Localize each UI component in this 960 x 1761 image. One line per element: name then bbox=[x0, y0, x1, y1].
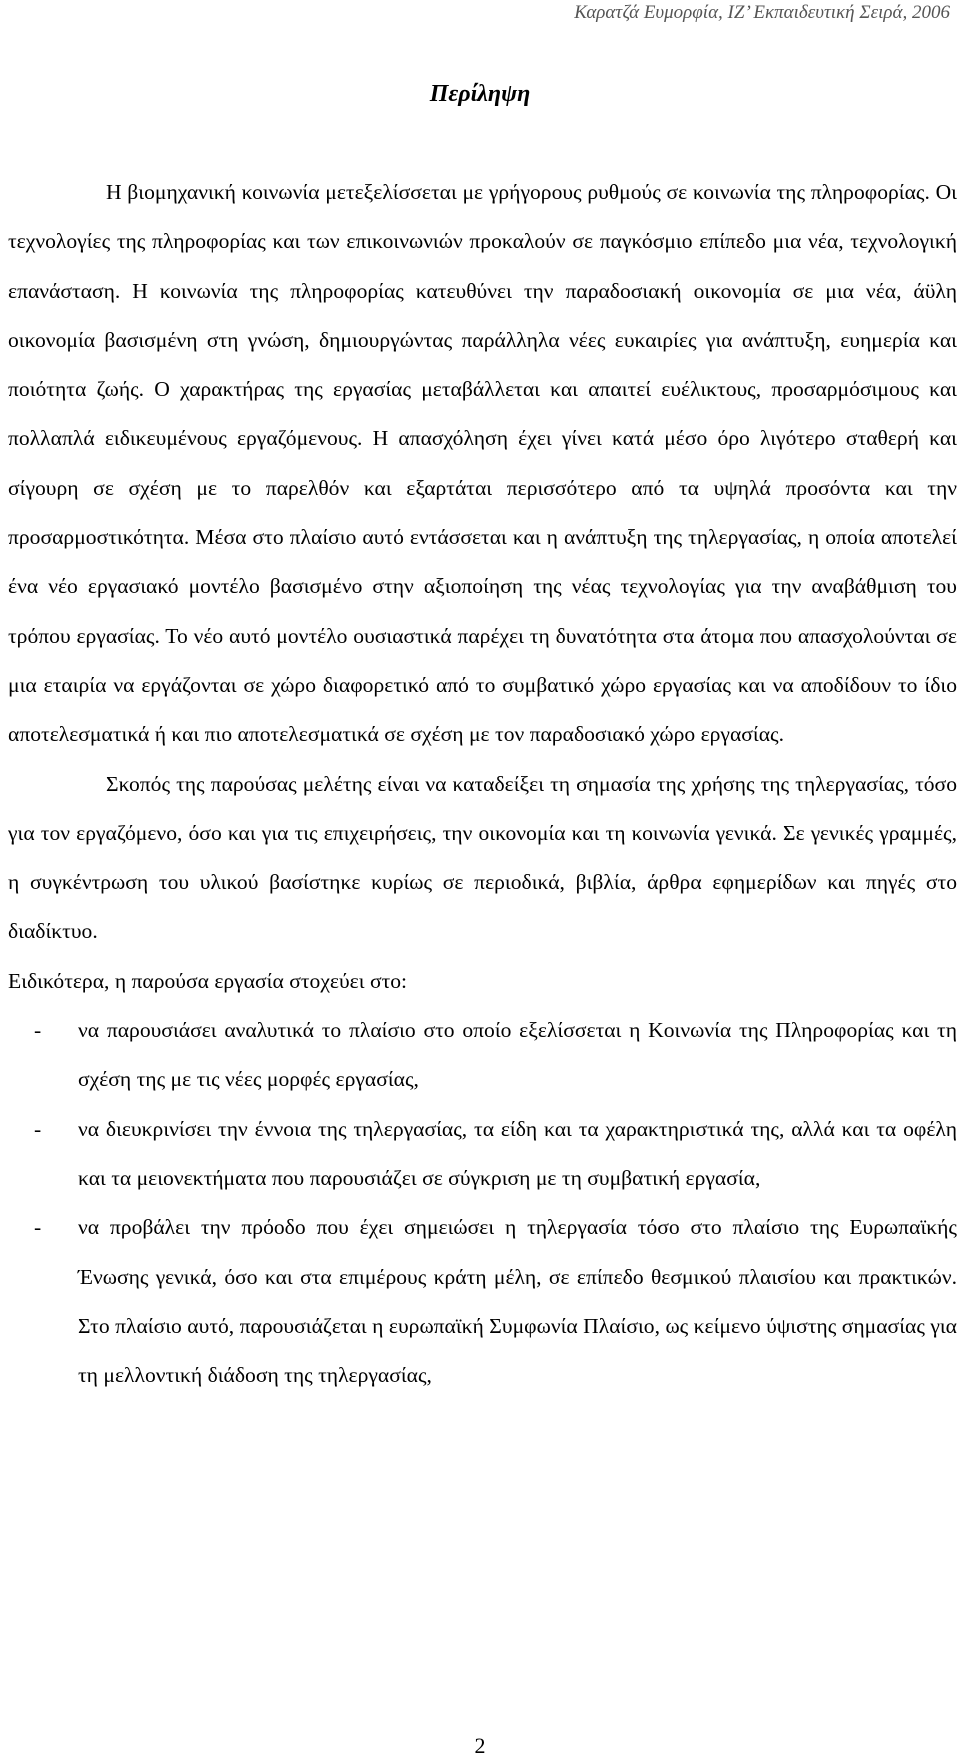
objectives-list bbox=[8, 1006, 957, 1400]
list-dash: - bbox=[34, 1215, 42, 1240]
running-header: Καρατζά Ευμορφία, ΙΖ’ Εκπαιδευτική Σειρά, 2006 bbox=[574, 2, 950, 23]
list-dash: - bbox=[34, 1018, 42, 1043]
paragraph-purpose: Σκοπός της παρούσας μελέτης είναι να καταδείξει τη σημασία της χρήσης της τηλεργασίας, τόσο για τον εργαζόμενο, όσο και για τις επιχειρήσεις, την οικονομία και τη κοινωνία γενικά. Σε γενικές γραμμές, η συγκέντρωση του υλικού βασίστηκε κυρίως σε περιοδικά, βιβλία, άρθρα εφημερίδων και πηγές στο διαδίκτυο. bbox=[8, 771, 957, 944]
list-item bbox=[8, 1105, 957, 1204]
list-item-text: να παρουσιάσει αναλυτικά το πλαίσιο στο οποίο εξελίσσεται η Κοινωνία της Πληροφορίας και τη σχέση της με τις νέες μορφές εργασίας, bbox=[78, 1018, 957, 1092]
paragraph-intro: Η βιομηχανική κοινωνία μετεξελίσσεται με γρήγορους ρυθμούς σε κοινωνία της πληροφορίας. Οι τεχνολογίες της πληροφορίας και των επικοινωνιών προκαλούν σε παγκόσμιο επίπεδο μια νέα, τεχνολογική επανάσταση. Η κοινωνία της πληροφορίας κατευθύνει την παραδοσιακή οικονομία σε μια νέα, άϋλη οικονομία βασισμένη στη γνώση, δημιουργώντας παράλληλα νέες ευκαιρίες για ανάπτυξη, ευημερία και ποιότητα ζωής. Ο χαρακτήρας της εργασίας μεταβάλλεται και απαιτεί ευέλικτους, προσαρμόσιμους και πολλαπλά ειδικευμένους εργαζόμενους. Η απασχόληση έχει γίνει κατά μέσο όρο λιγότερο σταθερή και σίγουρη σε σχέση με το παρελθόν και εξαρτάται περισσότερο από τα υψηλά προσόντα και την προσαρμοστικότητα. Μέσα στο πλαίσιο αυτό εντάσσεται και η ανάπτυξη της τηλεργασίας, η οποία αποτελεί ένα νέο εργασιακό μοντέλο βασισμένο στην αξιοποίηση της νέας τεχνολογίας για την αναβάθμιση του τρόπου εργασίας. Το νέο αυτό μοντέλο ουσιαστικά παρέχει τη δυνατότητα στα άτομα που απασχολούνται σε μια εταιρία να εργάζονται σε χώρο διαφορετικό από το συμβατικό χώρο εργασίας και να αποδίδουν το ίδιο αποτελεσματικά ή και πιο αποτελεσματικά σε σχέση με τον παραδοσιακό χώρο εργασίας. bbox=[8, 180, 957, 747]
list-item bbox=[8, 1006, 957, 1105]
list-item-text: να διευκρινίσει την έννοια της τηλεργασίας, τα είδη και τα χαρακτηριστικά της, αλλά και τα οφέλη και τα μειονεκτήματα που παρουσιάζει σε σύγκριση με τη συμβατική εργασία, bbox=[78, 1116, 957, 1190]
document-body bbox=[8, 168, 957, 1400]
list-item-text: να προβάλει την πρόοδο που έχει σημειώσει η τηλεργασία τόσο στο πλαίσιο της Ευρωπαϊκής Ένωσης γενικά, όσο και στα επιμέρους κράτη μέλη, σε επίπεδο θεσμικού πλαισίου και πρακτικών. Στο πλαίσιο αυτό, παρουσιάζεται η ευρωπαϊκή Συμφωνία Πλαίσιο, ως κείμενο ύψιστης σημασίας για τη μελλοντική διάδοση της τηλεργασίας, bbox=[78, 1215, 957, 1388]
list-dash: - bbox=[34, 1116, 42, 1141]
page-number: 2 bbox=[474, 1733, 486, 1758]
objectives-intro: Ειδικότερα, η παρούσα εργασία στοχεύει στο: bbox=[8, 968, 408, 993]
list-item bbox=[8, 1203, 957, 1400]
page-title: Περίληψη bbox=[429, 81, 531, 107]
